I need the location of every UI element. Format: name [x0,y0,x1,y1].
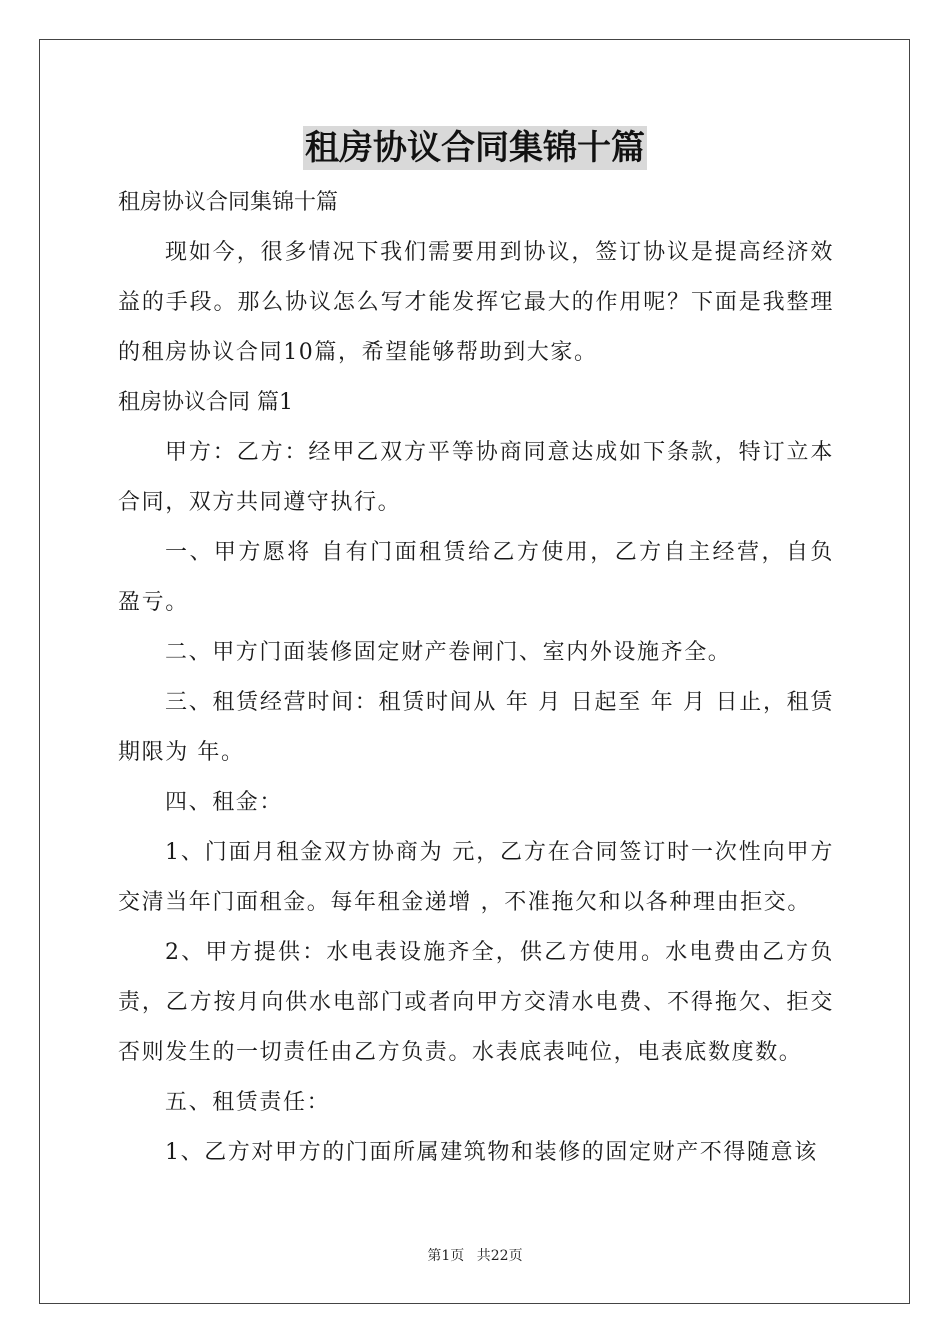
page-footer [0,1245,950,1265]
clause-5-item-1: 1、乙方对甲方的门面所属建筑物和装修的固定财产不得随意该 [165,1140,818,1165]
document-title-block [0,126,950,172]
clause-5-heading: 五、租赁责任： [165,1090,331,1115]
intro-paragraph: 现如今，很多情况下我们需要用到协议，签订协议是提高经济效益的手段。那么协议怎么写才能发挥它最大的作用呢？下面是我整理的租房协议合同10篇，希望能够帮助到大家。 [118,240,834,365]
document-body [118,178,834,1178]
document-title: 租房协议合同集锦十篇 [305,128,645,168]
page-total: 共22页 [476,1248,523,1264]
document-subtitle: 租房协议合同集锦十篇 [118,190,339,215]
parties-paragraph: 甲方：乙方：经甲乙双方平等协商同意达成如下条款，特订立本合同，双方共同遵守执行。 [118,440,834,515]
page-number: 第1页 [427,1248,465,1264]
clause-4-item-1: 1、门面月租金双方协商为 元，乙方在合同签订时一次性向甲方交清当年门面租金。每年租金递增 ，不准拖欠和以各种理由拒交。 [118,840,834,915]
clause-4-item-2: 2、甲方提供：水电表设施齐全，供乙方使用。水电费由乙方负责，乙方按月向供水电部门或者向甲方交清水电费、不得拖欠、拒交否则发生的一切责任由乙方负责。水表底表吨位，电表底数度数。 [118,940,834,1065]
clause-1-paragraph: 一、甲方愿将 自有门面租赁给乙方使用，乙方自主经营，自负盈亏。 [118,540,834,615]
clause-4-heading: 四、租金： [165,790,284,815]
section-heading-1: 租房协议合同 篇1 [118,390,293,415]
clause-3-paragraph: 三、租赁经营时间：租赁时间从 年 月 日起至 年 月 日止，租赁期限为 年。 [118,690,834,765]
clause-2-paragraph: 二、甲方门面装修固定财产卷闸门、室内外设施齐全。 [165,640,732,665]
